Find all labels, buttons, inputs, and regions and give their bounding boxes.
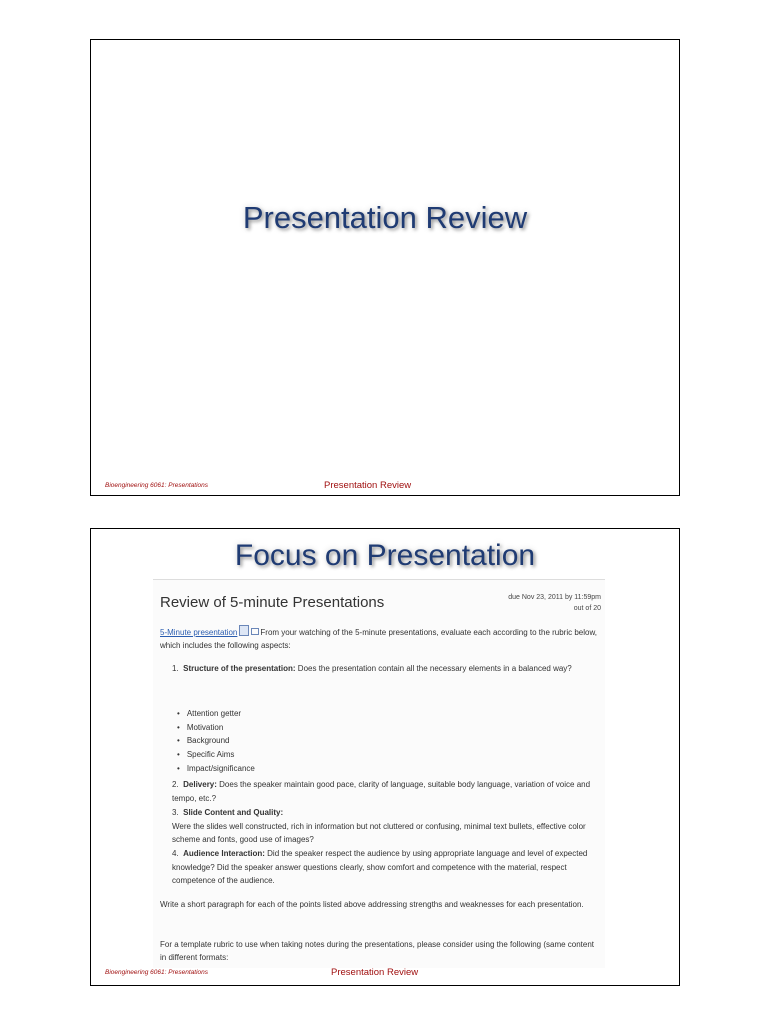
item-number: 1. <box>172 664 179 673</box>
rubric-item-1 <box>172 662 597 676</box>
item-number: 4. <box>172 849 179 858</box>
assignment-intro <box>160 625 600 652</box>
item-title: Slide Content and Quality: <box>183 808 284 817</box>
slide-2 <box>90 528 680 986</box>
item-text: Did the speaker respect the audience by using appropriate language and level of expected knowledge? Did the speaker answer questions clearly, show comfort and competence with the material, respect competence of the audience. <box>172 849 588 885</box>
item-text: Were the slides well constructed, rich in information but not cluttered or confusing, minimal text bullets, effective color scheme and fonts, good use of images? <box>172 821 586 844</box>
list-item: • Attention getter <box>177 707 255 721</box>
presentation-link[interactable]: 5-Minute presentation <box>160 628 238 637</box>
item-title: Delivery: <box>183 780 217 789</box>
slide-footer-title: Presentation Review <box>324 480 412 491</box>
structure-elements-list <box>177 707 255 776</box>
item-title: Structure of the presentation: <box>183 664 296 673</box>
assignment-screenshot <box>153 579 605 968</box>
external-link-icon[interactable] <box>251 628 259 635</box>
item-text: Does the speaker maintain good pace, clarity of language, suitable body language, variation of voice and tempo, etc.? <box>172 780 591 803</box>
list-item: • Specific Aims <box>177 748 255 762</box>
due-date: due Nov 23, 2011 by 11:59pm <box>508 594 601 601</box>
course-footer: Bioengineering 6061: Presentations <box>105 969 208 976</box>
slide-title: Focus on Presentation <box>234 539 536 572</box>
rubric-item-3 <box>172 806 597 847</box>
instructions-paragraph: Write a short paragraph for each of the points listed above addressing strengths and weaknesses for each presentation. <box>160 900 584 909</box>
rubric-item-4 <box>172 847 597 888</box>
slide-1 <box>90 39 680 496</box>
due-info <box>508 592 601 614</box>
list-item: • Impact/significance <box>177 762 255 776</box>
template-paragraph: For a template rubric to use when taking notes during the presentations, please consider using the following (same content in different formats: <box>160 940 595 962</box>
item-title: Audience Interaction: <box>183 849 265 858</box>
intro-text: From your watching of the 5-minute presentations, evaluate each according to the rubric below, which includes the following aspects: <box>160 628 598 650</box>
slide-footer-title: Presentation Review <box>331 967 419 978</box>
file-preview-icon[interactable] <box>239 625 249 636</box>
item-number: 2. <box>172 780 179 789</box>
list-item: • Background <box>177 734 255 748</box>
rubric-item-2 <box>172 778 597 805</box>
item-number: 3. <box>172 808 179 817</box>
list-item: • Motivation <box>177 721 255 735</box>
course-footer: Bioengineering 6061: Presentations <box>105 482 208 489</box>
item-text: Does the presentation contain all the necessary elements in a balanced way? <box>295 664 572 673</box>
assignment-title: Review of 5-minute Presentations <box>160 594 385 611</box>
points-possible: out of 20 <box>573 605 601 612</box>
slide-title: Presentation Review <box>242 200 528 235</box>
